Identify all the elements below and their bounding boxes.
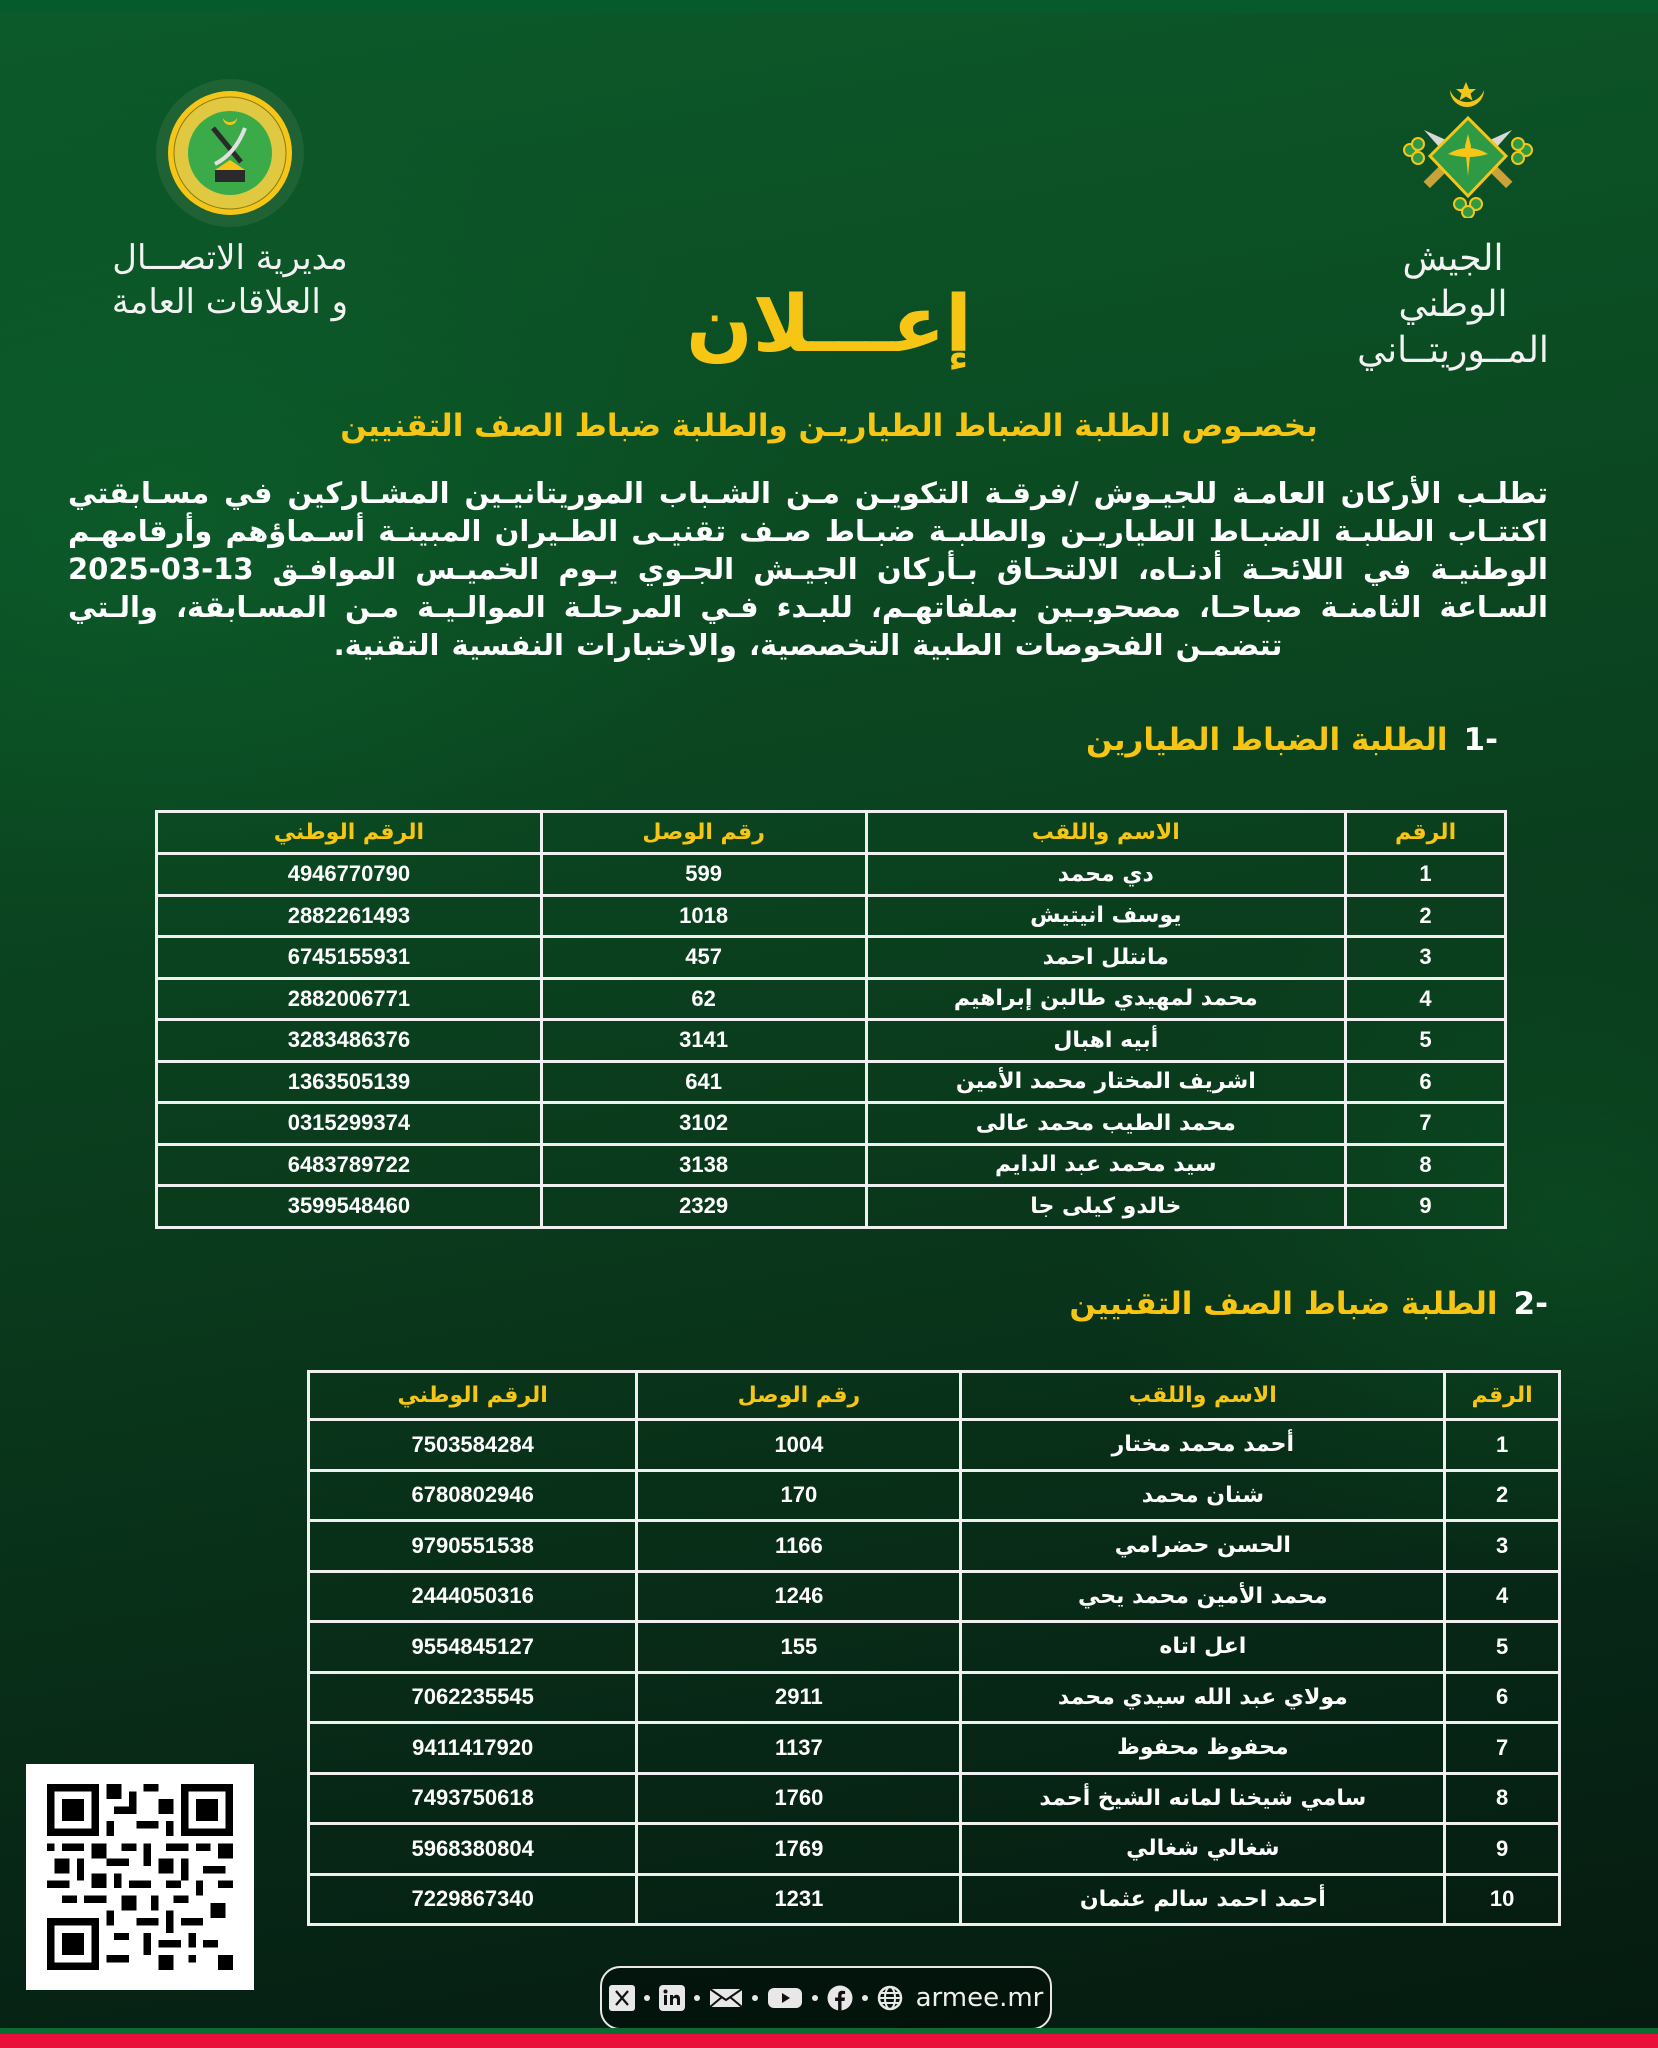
cell-nni: 6745155931 bbox=[157, 937, 542, 979]
cell-num: 3 bbox=[1346, 937, 1506, 979]
cell-nni: 7062235545 bbox=[309, 1672, 637, 1723]
cell-nni: 2882006771 bbox=[157, 978, 542, 1020]
top-border bbox=[0, 0, 1658, 13]
cell-num: 5 bbox=[1445, 1622, 1560, 1673]
cell-receipt: 457 bbox=[541, 937, 866, 979]
cell-name: شنان محمد bbox=[961, 1470, 1445, 1521]
table-row bbox=[309, 1571, 1560, 1622]
column-header-receipt: رقم الوصل bbox=[637, 1372, 961, 1420]
cell-nni: 7229867340 bbox=[309, 1874, 637, 1925]
cell-nni: 5968380804 bbox=[309, 1824, 637, 1875]
cell-nni: 4946770790 bbox=[157, 854, 542, 896]
cell-name: سامي شيخنا لمانه الشيخ أحمد bbox=[961, 1773, 1445, 1824]
table-row bbox=[157, 1020, 1506, 1062]
cell-receipt: 641 bbox=[541, 1061, 866, 1103]
youtube-icon[interactable] bbox=[767, 1985, 803, 2011]
cell-num: 10 bbox=[1445, 1874, 1560, 1925]
cell-num: 2 bbox=[1346, 895, 1506, 937]
cell-name: محمد لمهيدي طالبن إبراهيم bbox=[866, 978, 1346, 1020]
separator-dot bbox=[644, 1995, 650, 2001]
announcement-subtitle: بخصـوص الطلبة الضباط الطياريـن والطلبة ضباط الصف التقنيين bbox=[340, 408, 1318, 444]
army-name-line1: الجيش الوطني bbox=[1398, 238, 1508, 325]
cell-num: 8 bbox=[1445, 1773, 1560, 1824]
cell-nni: 7493750618 bbox=[309, 1773, 637, 1824]
table-row bbox=[309, 1672, 1560, 1723]
cell-num: 9 bbox=[1346, 1186, 1506, 1228]
cell-receipt: 2911 bbox=[637, 1672, 961, 1723]
cell-receipt: 3102 bbox=[541, 1103, 866, 1145]
cell-receipt: 3138 bbox=[541, 1144, 866, 1186]
table-row bbox=[157, 895, 1506, 937]
cell-num: 7 bbox=[1346, 1103, 1506, 1145]
directorate-name-line1: مديرية الاتصـــال bbox=[112, 238, 348, 278]
globe-icon[interactable] bbox=[877, 1985, 903, 2011]
table-row bbox=[309, 1773, 1560, 1824]
table-header-row bbox=[309, 1372, 1560, 1420]
table-row bbox=[157, 1144, 1506, 1186]
separator-dot bbox=[752, 1995, 758, 2001]
cell-nni: 0315299374 bbox=[157, 1103, 542, 1145]
directorate-seal-logo bbox=[155, 78, 305, 228]
column-header-nni: الرقم الوطني bbox=[309, 1372, 637, 1420]
announcement-body: تطلـب الأركان العامـة للجيـوش /فرقـة التكويـن مـن الشـباب الموريتانيـين المشـاركين في مسـابقتي اكتتـاب الطلبـة الضبـاط الطياريـن والطلبـة ضبـاط صـف تقنيـى الطـيران المبينـة أسـماؤهم وأرقامهـم الوطنيـة في اللائحـة أدنـاه، الالتحـاق بـأركان الجيـش الجـوي يـوم الخميـس الموافـق 13-03-2025 السـاعة الثامنـة صباحـا، مصحوبـين بملفاتهـم، للبـدء فـي المرحلـة الموالـيـة مـن المسـابقة، والـتي تتضمـن الفحوصات الطبية التخصصية، والاختبارات النفسية التقنية. bbox=[68, 476, 1548, 662]
section2-heading bbox=[1069, 1286, 1548, 1322]
cell-receipt: 3141 bbox=[541, 1020, 866, 1062]
cell-name: أحمد محمد مختار bbox=[961, 1420, 1445, 1471]
cell-receipt: 2329 bbox=[541, 1186, 866, 1228]
column-header-nni: الرقم الوطني bbox=[157, 812, 542, 854]
table-header-row bbox=[157, 812, 1506, 854]
table-row bbox=[309, 1824, 1560, 1875]
announcement-title: إعـــلان bbox=[686, 280, 972, 370]
cell-receipt: 62 bbox=[541, 978, 866, 1020]
cell-num: 5 bbox=[1346, 1020, 1506, 1062]
directorate-name-line2: و العلاقات العامة bbox=[111, 282, 349, 322]
cell-nni: 2882261493 bbox=[157, 895, 542, 937]
social-links-bar bbox=[600, 1966, 1052, 2030]
cell-nni: 9790551538 bbox=[309, 1521, 637, 1572]
table-row bbox=[157, 1186, 1506, 1228]
cell-nni: 3283486376 bbox=[157, 1020, 542, 1062]
column-header-name: الاسم واللقب bbox=[866, 812, 1346, 854]
cell-nni: 9554845127 bbox=[309, 1622, 637, 1673]
cell-receipt: 1004 bbox=[637, 1420, 961, 1471]
cell-receipt: 599 bbox=[541, 854, 866, 896]
table-row bbox=[157, 937, 1506, 979]
mail-icon[interactable] bbox=[709, 1985, 743, 2011]
column-header-num: الرقم bbox=[1346, 812, 1506, 854]
column-header-name: الاسم واللقب bbox=[961, 1372, 1445, 1420]
column-header-receipt: رقم الوصل bbox=[541, 812, 866, 854]
cell-num: 3 bbox=[1445, 1521, 1560, 1572]
cell-name: محفوظ محفوظ bbox=[961, 1723, 1445, 1774]
table-row bbox=[157, 1061, 1506, 1103]
x-icon[interactable] bbox=[609, 1985, 635, 2011]
section1-title: الطلبة الضباط الطيارين bbox=[1085, 722, 1448, 758]
separator-dot bbox=[694, 1995, 700, 2001]
cell-nni: 9411417920 bbox=[309, 1723, 637, 1774]
section1-heading bbox=[1086, 722, 1498, 758]
separator-dot bbox=[812, 1995, 818, 2001]
cell-receipt: 1769 bbox=[637, 1824, 961, 1875]
website-link[interactable]: armee.mr bbox=[915, 1983, 1044, 2013]
cell-name: اعل اتاه bbox=[961, 1622, 1445, 1673]
cell-name: مولاي عبد الله سيدي محمد bbox=[961, 1672, 1445, 1723]
cell-num: 2 bbox=[1445, 1470, 1560, 1521]
cell-receipt: 1231 bbox=[637, 1874, 961, 1925]
cell-receipt: 1137 bbox=[637, 1723, 961, 1774]
army-name-line2: المــوريتــاني bbox=[1357, 330, 1549, 371]
cell-name: اشريف المختار محمد الأمين bbox=[866, 1061, 1346, 1103]
facebook-icon[interactable] bbox=[827, 1985, 853, 2011]
cell-receipt: 1018 bbox=[541, 895, 866, 937]
technician-cadets-table bbox=[307, 1370, 1561, 1926]
cell-name: الحسن حضرامي bbox=[961, 1521, 1445, 1572]
cell-num: 1 bbox=[1445, 1420, 1560, 1471]
section2-number: -2 bbox=[1513, 1286, 1548, 1322]
cell-name: محمد الطيب محمد عالى bbox=[866, 1103, 1346, 1145]
table-row bbox=[157, 978, 1506, 1020]
cell-num: 4 bbox=[1346, 978, 1506, 1020]
cell-num: 8 bbox=[1346, 1144, 1506, 1186]
table-row bbox=[157, 854, 1506, 896]
cell-receipt: 1166 bbox=[637, 1521, 961, 1572]
cell-receipt: 1246 bbox=[637, 1571, 961, 1622]
army-emblem-logo bbox=[1388, 78, 1548, 218]
table-row bbox=[309, 1622, 1560, 1673]
table-row bbox=[309, 1874, 1560, 1925]
qr-code[interactable] bbox=[26, 1764, 254, 1990]
cell-nni: 1363505139 bbox=[157, 1061, 542, 1103]
table-row bbox=[309, 1723, 1560, 1774]
cell-name: خالدو كيلى جا bbox=[866, 1186, 1346, 1228]
cell-num: 6 bbox=[1346, 1061, 1506, 1103]
section2-title: الطلبة ضباط الصف التقنيين bbox=[1069, 1286, 1498, 1322]
cell-name: يوسف انيتيش bbox=[866, 895, 1346, 937]
cell-receipt: 1760 bbox=[637, 1773, 961, 1824]
cell-name: أبيه اهبال bbox=[866, 1020, 1346, 1062]
linkedin-icon[interactable] bbox=[659, 1985, 685, 2011]
cell-nni: 3599548460 bbox=[157, 1186, 542, 1228]
cell-name: شغالي شغالي bbox=[961, 1824, 1445, 1875]
qr-code-icon bbox=[46, 1784, 234, 1970]
cell-num: 6 bbox=[1445, 1672, 1560, 1723]
pilot-cadets-table bbox=[155, 810, 1507, 1229]
bottom-red-stripe bbox=[0, 2034, 1658, 2048]
cell-num: 4 bbox=[1445, 1571, 1560, 1622]
section1-number: -1 bbox=[1463, 722, 1498, 758]
column-header-num: الرقم bbox=[1445, 1372, 1560, 1420]
cell-name: دي محمد bbox=[866, 854, 1346, 896]
cell-receipt: 170 bbox=[637, 1470, 961, 1521]
cell-name: مانتلل احمد bbox=[866, 937, 1346, 979]
cell-nni: 6780802946 bbox=[309, 1470, 637, 1521]
cell-name: محمد الأمين محمد يحي bbox=[961, 1571, 1445, 1622]
cell-num: 1 bbox=[1346, 854, 1506, 896]
cell-nni: 6483789722 bbox=[157, 1144, 542, 1186]
table-row bbox=[157, 1103, 1506, 1145]
cell-nni: 2444050316 bbox=[309, 1571, 637, 1622]
cell-num: 9 bbox=[1445, 1824, 1560, 1875]
table-row bbox=[309, 1420, 1560, 1471]
cell-receipt: 155 bbox=[637, 1622, 961, 1673]
cell-name: سيد محمد عبد الدايم bbox=[866, 1144, 1346, 1186]
cell-nni: 7503584284 bbox=[309, 1420, 637, 1471]
cell-num: 7 bbox=[1445, 1723, 1560, 1774]
separator-dot bbox=[862, 1995, 868, 2001]
table-row bbox=[309, 1470, 1560, 1521]
table-row bbox=[309, 1521, 1560, 1572]
cell-name: أحمد احمد سالم عثمان bbox=[961, 1874, 1445, 1925]
